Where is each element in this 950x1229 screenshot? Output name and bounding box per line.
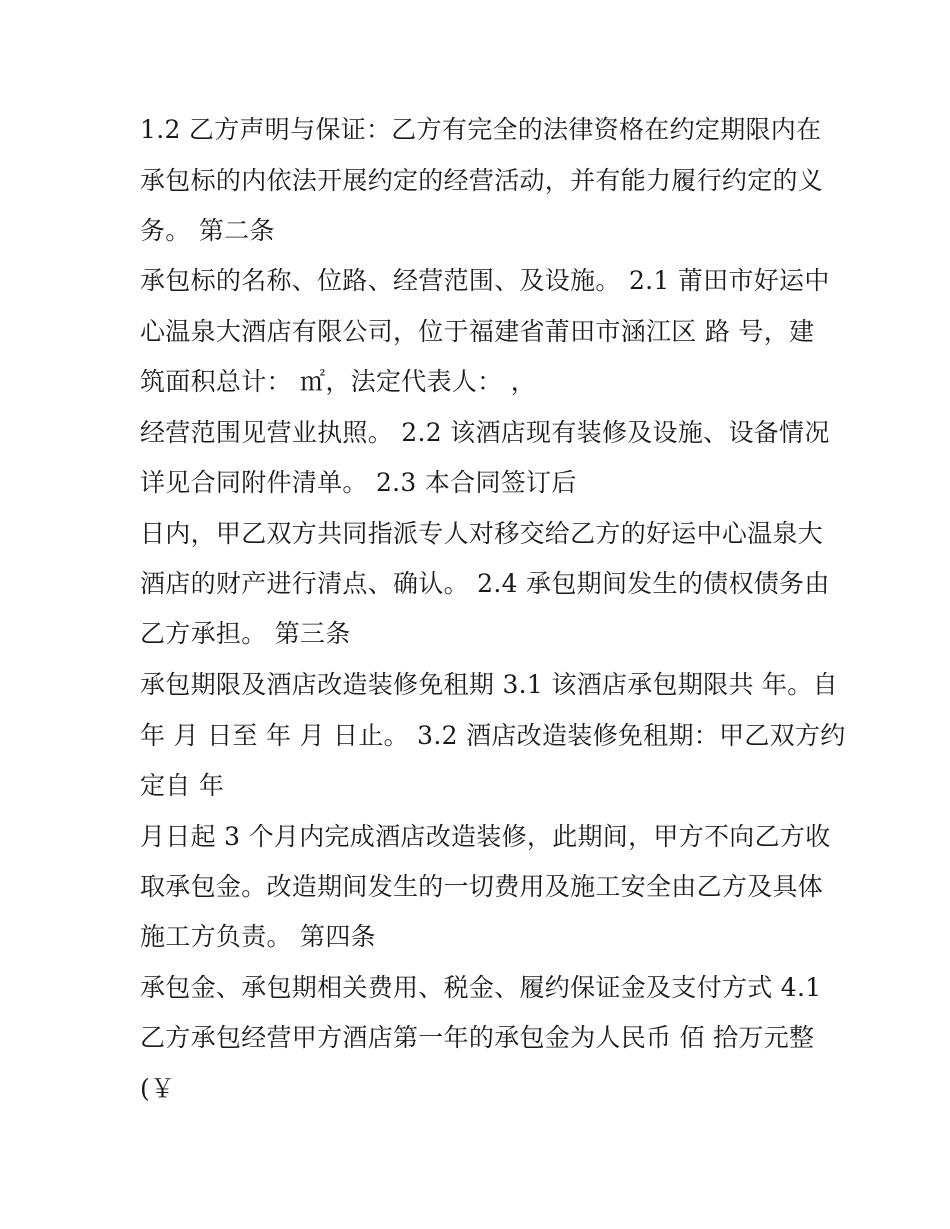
text-line: 筑面积总计： ㎡，法定代表人： ， [140, 367, 536, 396]
text-line: 施工方负责。 第四条 [140, 922, 376, 951]
text-line: 承包标的名称、位路、经营范围、及设施。 2.1 莆田市好运中 [140, 266, 830, 295]
text-line: 心温泉大酒店有限公司，位于福建省莆田市涵江区 路 号，建 [140, 317, 815, 346]
text-line: 承包金、承包期相关费用、税金、履约保证金及支付方式 4.1 [140, 973, 822, 1002]
text-line: 承包标的内依法开展约定的经营活动，并有能力履行约定的义 [140, 166, 824, 195]
text-line: 承包期限及酒店改造装修免租期 3.1 该酒店承包期限共 年。自 [140, 670, 838, 699]
text-line: 务。 第二条 [140, 216, 275, 245]
text-line: 酒店的财产进行清点、确认。 2.4 承包期间发生的债权债务由 [140, 569, 830, 598]
text-line: 1.2 乙方声明与保证：乙方有完全的法律资格在约定期限内在 [140, 115, 822, 144]
text-line: 取承包金。改造期间发生的一切费用及施工安全由乙方及具体 [140, 872, 824, 901]
text-line: (￥ [140, 1074, 176, 1103]
text-line: 年 月 日至 年 月 日止。 3.2 酒店改造装修免租期：甲乙双方约 [140, 721, 846, 750]
text-line: 经营范围见营业执照。 2.2 该酒店现有装修及设施、设备情况 [140, 418, 830, 447]
text-line: 乙方承包经营甲方酒店第一年的承包金为人民币 佰 拾万元整 [140, 1023, 815, 1052]
text-line: 定自 年 [140, 771, 225, 800]
text-line: 乙方承担。 第三条 [140, 619, 351, 648]
text-line: 详见合同附件清单。 2.3 本合同签订后 [140, 468, 577, 497]
text-line: 月日起 3 个月内完成酒店改造装修，此期间，甲方不向乙方收 [140, 822, 831, 851]
text-line: 日内，甲乙双方共同指派专人对移交给乙方的好运中心温泉大 [140, 519, 824, 548]
